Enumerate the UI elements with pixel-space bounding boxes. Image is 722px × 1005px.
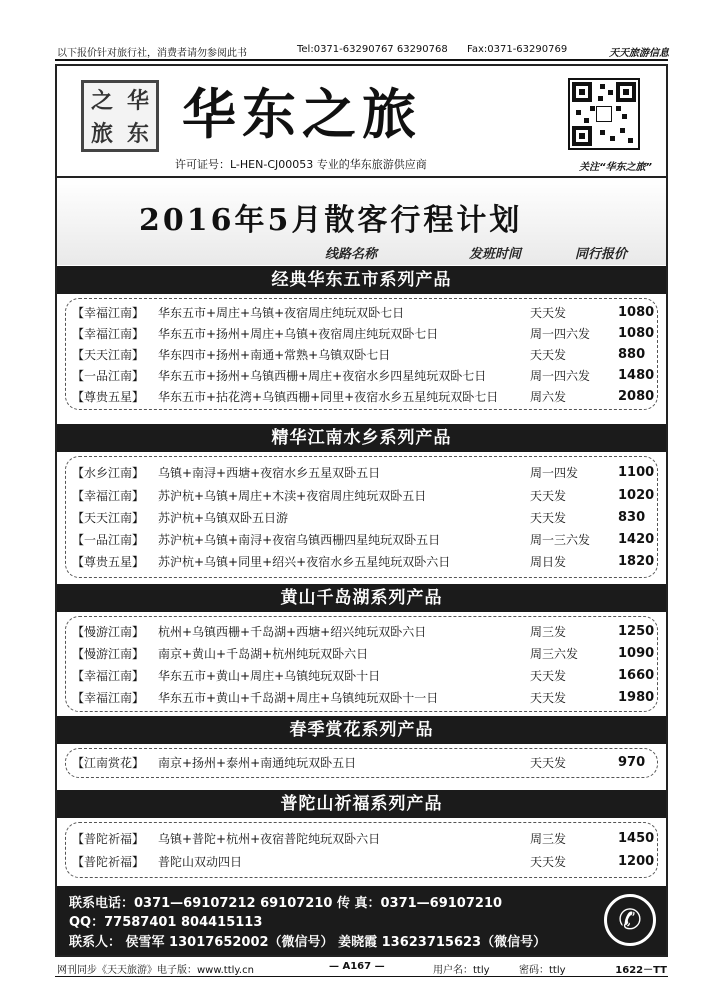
footer — [57, 961, 667, 977]
route-name: 苏沪杭+乌镇+同里+绍兴+夜宿水乡五星纯玩双卧六日 — [158, 555, 451, 569]
table-row[interactable] — [72, 530, 655, 550]
agency-notice: 以下报价针对旅行社，消费者请勿参阅此书 — [57, 48, 247, 59]
route-name: 南京+黄山+千岛湖+杭州纯玩双卧六日 — [158, 647, 369, 661]
product-list — [65, 822, 658, 878]
seal-char: 旅 — [90, 121, 113, 147]
section-banner: 精华江南水乡系列产品 — [57, 424, 666, 452]
table-row[interactable] — [72, 666, 655, 686]
product-list — [65, 298, 658, 410]
page-title: 2016年5月散客行程计划 — [139, 203, 523, 238]
top-info-line — [57, 44, 669, 60]
product-tag: 【幸福江南】 — [72, 306, 145, 320]
price-value: 1450 — [618, 831, 655, 846]
table-row[interactable] — [72, 552, 655, 572]
table-row[interactable] — [72, 303, 655, 323]
column-departure: 发班时间 — [469, 247, 522, 262]
brand-title: 华东之旅 — [182, 82, 422, 146]
seal-char: 之 — [90, 88, 113, 114]
departure-schedule: 周三六发 — [530, 647, 579, 661]
table-row[interactable] — [72, 622, 655, 642]
product-tag: 【幸福江南】 — [72, 327, 145, 341]
product-tag: 【尊贵五星】 — [72, 555, 145, 569]
publisher-name: 天天旅游信息 — [609, 48, 669, 59]
departure-schedule: 天天发 — [530, 756, 567, 770]
header-rule — [57, 176, 666, 178]
product-tag: 【普陀祈福】 — [72, 855, 145, 869]
price-value: 1480 — [618, 368, 655, 383]
product-tag: 【幸福江南】 — [72, 669, 145, 683]
contact-qq[interactable]: QQ：77587401 804415113 — [69, 915, 263, 930]
section-banner: 黄山千岛湖系列产品 — [57, 584, 666, 612]
product-tag: 【江南赏花】 — [72, 756, 145, 770]
top-rule — [55, 59, 668, 61]
product-tag: 【慢游江南】 — [72, 647, 145, 661]
table-row[interactable] — [72, 644, 655, 664]
departure-schedule: 周六发 — [530, 390, 567, 404]
product-tag: 【幸福江南】 — [72, 489, 145, 503]
departure-schedule: 天天发 — [530, 306, 567, 320]
table-row[interactable] — [72, 688, 655, 708]
price-value: 830 — [618, 510, 646, 525]
route-name: 华东五市+扬州+周庄+乌镇+夜宿周庄纯玩双卧七日 — [158, 327, 439, 341]
seal-char: 华 — [126, 88, 149, 114]
brand-seal-logo — [81, 80, 159, 152]
product-tag: 【水乡江南】 — [72, 466, 145, 480]
contact-phone-fax[interactable]: 联系电话：0371—69107212 69107210 传 真：0371—69107210 — [69, 896, 503, 911]
qr-code-icon[interactable] — [568, 78, 640, 150]
price-value: 970 — [618, 755, 646, 770]
product-tag: 【一品江南】 — [72, 369, 145, 383]
table-row[interactable] — [72, 324, 655, 344]
footer-password: 密码：ttly — [519, 965, 566, 976]
table-row[interactable] — [72, 387, 655, 407]
route-name: 苏沪杭+乌镇+南浔+夜宿乌镇西栅四星纯玩双卧五日 — [158, 533, 441, 547]
route-name: 南京+扬州+泰州+南通纯玩双卧五日 — [158, 756, 357, 770]
contact-persons[interactable]: 联系人： 侯雪军 13017652002（微信号） 姜晓霞 13623715623（微信号） — [69, 935, 547, 950]
departure-schedule: 周一四发 — [530, 466, 579, 480]
phone-icon: ✆ — [604, 894, 656, 946]
tel-number: Tel:0371-63290767 63290768 — [297, 44, 448, 55]
departure-schedule: 周一三六发 — [530, 533, 591, 547]
product-list — [65, 748, 658, 778]
table-row[interactable] — [72, 852, 655, 872]
departure-schedule: 周三发 — [530, 625, 567, 639]
table-row[interactable] — [72, 486, 655, 506]
table-row[interactable] — [72, 829, 655, 849]
product-tag: 【尊贵五星】 — [72, 390, 145, 404]
footer-rule — [55, 976, 668, 977]
price-value: 880 — [618, 347, 646, 362]
section-banner: 普陀山祈福系列产品 — [57, 790, 666, 818]
price-value: 1080 — [618, 326, 655, 341]
price-value: 1660 — [618, 668, 655, 683]
follow-caption: 关注“华东之旅” — [579, 162, 652, 173]
product-tag: 【普陀祈福】 — [72, 832, 145, 846]
route-name: 华东五市+周庄+乌镇+夜宿周庄纯玩双卧七日 — [158, 306, 405, 320]
license-line: 许可证号：L-HEN-CJ00053 专业的华东旅游供应商 — [175, 158, 427, 171]
route-name: 普陀山双动四日 — [158, 855, 243, 869]
price-value: 1820 — [618, 554, 655, 569]
departure-schedule: 周一四六发 — [530, 369, 591, 383]
footer-site[interactable]: 网刊同步《天天旅游》电子版：www.ttly.cn — [57, 965, 254, 976]
product-tag: 【天天江南】 — [72, 348, 145, 362]
route-name: 华东五市+黄山+千岛湖+周庄+乌镇纯玩双卧十一日 — [158, 691, 439, 705]
product-list — [65, 456, 658, 578]
footer-username: 用户名：ttly — [433, 965, 490, 976]
route-name: 华东五市+扬州+乌镇西栅+周庄+夜宿水乡四星纯玩双卧七日 — [158, 369, 487, 383]
route-name: 华东五市+拈花湾+乌镇西栅+同里+夜宿水乡五星纯玩双卧七日 — [158, 390, 499, 404]
route-name: 华东五市+黄山+周庄+乌镇纯玩双卧十日 — [158, 669, 381, 683]
contact-panel — [57, 886, 666, 955]
price-value: 1020 — [618, 488, 655, 503]
issue-code: 1622－TT — [615, 965, 667, 976]
departure-schedule: 天天发 — [530, 348, 567, 362]
price-value: 1250 — [618, 624, 655, 639]
product-tag: 【天天江南】 — [72, 511, 145, 525]
price-value: 1080 — [618, 305, 655, 320]
route-name: 乌镇+南浔+西塘+夜宿水乡五星双卧五日 — [158, 466, 381, 480]
column-route: 线路名称 — [325, 247, 378, 262]
product-tag: 【一品江南】 — [72, 533, 145, 547]
departure-schedule: 天天发 — [530, 691, 567, 705]
column-price: 同行报价 — [575, 247, 628, 262]
departure-schedule: 周三发 — [530, 832, 567, 846]
departure-schedule: 天天发 — [530, 855, 567, 869]
route-name: 乌镇+普陀+杭州+夜宿普陀纯玩双卧六日 — [158, 832, 381, 846]
masthead — [57, 66, 666, 176]
departure-schedule: 周一四六发 — [530, 327, 591, 341]
route-name: 华东四市+扬州+南通+常熟+乌镇双卧七日 — [158, 348, 391, 362]
section-banner: 春季赏花系列产品 — [57, 716, 666, 744]
table-row[interactable] — [72, 366, 655, 386]
table-row[interactable] — [72, 345, 652, 365]
product-tag: 【幸福江南】 — [72, 691, 145, 705]
route-name: 苏沪杭+乌镇+周庄+木渎+夜宿周庄纯玩双卧五日 — [158, 489, 427, 503]
price-value: 2080 — [618, 389, 655, 404]
seal-char: 东 — [126, 121, 149, 147]
product-list — [65, 616, 658, 712]
price-value: 1090 — [618, 646, 655, 661]
price-value: 1200 — [618, 854, 655, 869]
page-frame — [55, 64, 668, 957]
table-row[interactable] — [72, 753, 652, 773]
fax-number: Fax:0371-63290769 — [467, 44, 568, 55]
page-number: — A167 — — [329, 961, 385, 972]
table-row[interactable] — [72, 508, 652, 528]
departure-schedule: 天天发 — [530, 511, 567, 525]
section-banner: 经典华东五市系列产品 — [57, 266, 666, 294]
departure-schedule: 天天发 — [530, 489, 567, 503]
price-value: 1100 — [618, 465, 655, 480]
title-zone — [57, 179, 666, 265]
price-value: 1980 — [618, 690, 655, 705]
departure-schedule: 天天发 — [530, 669, 567, 683]
route-name: 杭州+乌镇西栅+千岛湖+西塘+绍兴纯玩双卧六日 — [158, 625, 427, 639]
route-name: 苏沪杭+乌镇双卧五日游 — [158, 511, 289, 525]
price-value: 1420 — [618, 532, 655, 547]
departure-schedule: 周日发 — [530, 555, 567, 569]
table-row[interactable] — [72, 463, 655, 483]
product-tag: 【慢游江南】 — [72, 625, 145, 639]
